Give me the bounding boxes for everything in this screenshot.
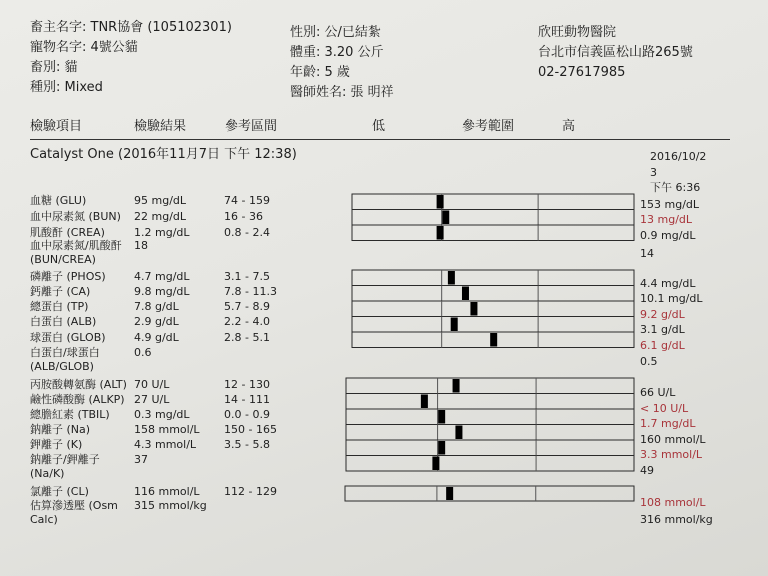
previous-result: < 10 U/L (640, 402, 689, 415)
test-result: 95 mg/dL (134, 194, 187, 207)
test-result: 158 mmol/L (134, 423, 200, 436)
range-box (352, 286, 634, 302)
test-name: 磷離子 (PHOS) (30, 270, 106, 283)
test-reference: 3.1 - 7.5 (224, 270, 270, 283)
test-name: 總蛋白 (TP) (30, 300, 89, 313)
test-name: 丙胺酸轉氨酶 (ALT) (30, 378, 127, 391)
range-box (352, 270, 634, 286)
test-result: 27 U/L (134, 393, 170, 406)
col-high: 高 (562, 119, 576, 134)
range-box (346, 394, 634, 410)
range-marker (451, 318, 458, 332)
range-box (352, 194, 634, 210)
range-marker (437, 226, 444, 240)
test-result: 4.9 g/dL (134, 331, 179, 344)
test-reference: 74 - 159 (224, 194, 270, 207)
range-box (352, 210, 634, 226)
test-name: 鈉離子 (Na) (30, 423, 91, 436)
previous-time: 下午 6:36 (650, 181, 701, 194)
previous-result: 1.7 mg/dL (640, 417, 696, 430)
clinic-address: 台北市信義區松山路265號 (538, 45, 693, 60)
test-reference: 0.8 - 2.4 (224, 226, 270, 239)
test-result: 4.3 mmol/L (134, 438, 197, 451)
test-result: 0.6 (134, 346, 152, 359)
test-name: 鹼性磷酸酶 (ALKP) (30, 393, 125, 406)
range-box (346, 440, 634, 456)
previous-result: 49 (640, 464, 654, 477)
test-name: 白蛋白 (ALB) (30, 315, 97, 328)
vet-name: 醫師姓名: 張 明祥 (290, 85, 394, 100)
test-name-cont: (BUN/CREA) (30, 253, 96, 266)
range-marker (490, 333, 497, 347)
test-reference: 5.7 - 8.9 (224, 300, 270, 313)
test-reference: 2.8 - 5.1 (224, 331, 270, 344)
previous-result: 6.1 g/dL (640, 339, 685, 352)
test-name: 白蛋白/球蛋白 (30, 346, 100, 359)
range-marker (421, 395, 428, 409)
clinic-name: 欣旺動物醫院 (538, 25, 617, 40)
range-marker (438, 410, 445, 424)
range-marker (455, 426, 462, 440)
test-result: 22 mg/dL (134, 210, 187, 223)
range-marker (442, 211, 449, 225)
previous-result: 316 mmol/kg (640, 513, 713, 526)
range-box (346, 378, 634, 394)
range-marker (453, 379, 460, 393)
test-reference: 0.0 - 0.9 (224, 408, 270, 421)
test-result: 37 (134, 453, 148, 466)
col-item: 檢驗項目 (30, 119, 83, 134)
test-name-cont: (ALB/GLOB) (30, 360, 94, 373)
previous-result: 14 (640, 247, 654, 260)
previous-result: 108 mmol/L (640, 496, 706, 509)
species: 畜別: 貓 (30, 60, 78, 75)
age: 年齡: 5 歲 (290, 65, 350, 80)
test-result: 315 mmol/kg (134, 499, 207, 512)
previous-result: 160 mmol/L (640, 433, 706, 446)
test-result: 70 U/L (134, 378, 170, 391)
test-reference: 150 - 165 (224, 423, 277, 436)
test-reference: 7.8 - 11.3 (224, 285, 277, 298)
range-marker (462, 287, 469, 301)
test-reference: 112 - 129 (224, 485, 277, 498)
test-result: 116 mmol/L (134, 485, 200, 498)
range-box (346, 456, 634, 472)
previous-date: 2016/10/2 (650, 150, 707, 163)
test-name: 血中尿素氮 (BUN) (30, 210, 121, 223)
test-name: 血糖 (GLU) (30, 194, 87, 207)
breed: 種別: Mixed (30, 80, 103, 95)
range-marker (446, 487, 453, 500)
test-name: 氯離子 (CL) (30, 485, 89, 498)
clinic-phone: 02-27617985 (538, 65, 626, 80)
run-title: Catalyst One (2016年11月7日 下午 12:38) (30, 147, 297, 162)
previous-result: 3.3 mmol/L (640, 448, 703, 461)
previous-result: 0.9 mg/dL (640, 229, 696, 242)
previous-result: 13 mg/dL (640, 213, 693, 226)
test-name: 肌酸酐 (CREA) (30, 226, 105, 239)
test-name: 總膽紅素 (TBIL) (30, 408, 110, 421)
weight: 體重: 3.20 公斤 (290, 45, 384, 60)
test-result: 7.8 g/dL (134, 300, 179, 313)
range-box (346, 425, 634, 441)
test-name: 血中尿素氮/肌酸酐 (30, 239, 122, 252)
col-range: 參考範圍 (462, 119, 515, 134)
pet-name: 寵物名字: 4號公貓 (30, 40, 138, 55)
range-marker (437, 195, 444, 209)
range-box (352, 301, 634, 317)
previous-result: 153 mg/dL (640, 198, 700, 211)
previous-number: 3 (650, 166, 657, 179)
range-marker (432, 457, 439, 471)
owner-name: 畜主名字: TNR協會 (105102301) (30, 20, 232, 35)
previous-result: 66 U/L (640, 386, 676, 399)
col-result: 檢驗結果 (134, 119, 187, 134)
test-result: 0.3 mg/dL (134, 408, 190, 421)
test-name-cont: (Na/K) (30, 467, 65, 480)
previous-result: 9.2 g/dL (640, 308, 685, 321)
test-result: 4.7 mg/dL (134, 270, 190, 283)
test-name: 球蛋白 (GLOB) (30, 331, 106, 344)
test-result: 1.2 mg/dL (134, 226, 190, 239)
test-name: 鉀離子 (K) (30, 438, 83, 451)
range-box (346, 409, 634, 425)
range-box (352, 317, 634, 333)
col-low: 低 (372, 119, 386, 134)
previous-result: 4.4 mg/dL (640, 277, 696, 290)
range-box (352, 225, 634, 241)
previous-result: 10.1 mg/dL (640, 292, 703, 305)
test-name-cont: Calc) (30, 513, 58, 526)
test-result: 9.8 mg/dL (134, 285, 190, 298)
test-result: 2.9 g/dL (134, 315, 179, 328)
previous-result: 3.1 g/dL (640, 323, 685, 336)
range-box (345, 486, 634, 501)
test-name: 鈉離子/鉀離子 (30, 453, 100, 466)
test-reference: 16 - 36 (224, 210, 263, 223)
test-reference: 12 - 130 (224, 378, 270, 391)
test-reference: 2.2 - 4.0 (224, 315, 270, 328)
test-name: 鈣離子 (CA) (30, 285, 91, 298)
test-reference: 3.5 - 5.8 (224, 438, 270, 451)
col-reference: 參考區間 (225, 119, 278, 134)
range-marker (448, 271, 455, 285)
test-name: 估算滲透壓 (Osm (30, 499, 118, 512)
test-result: 18 (134, 239, 148, 252)
range-marker (470, 302, 477, 316)
test-reference: 14 - 111 (224, 393, 270, 406)
previous-result: 0.5 (640, 355, 658, 368)
sex: 性別: 公/已結紮 (290, 25, 381, 40)
range-marker (438, 441, 445, 455)
